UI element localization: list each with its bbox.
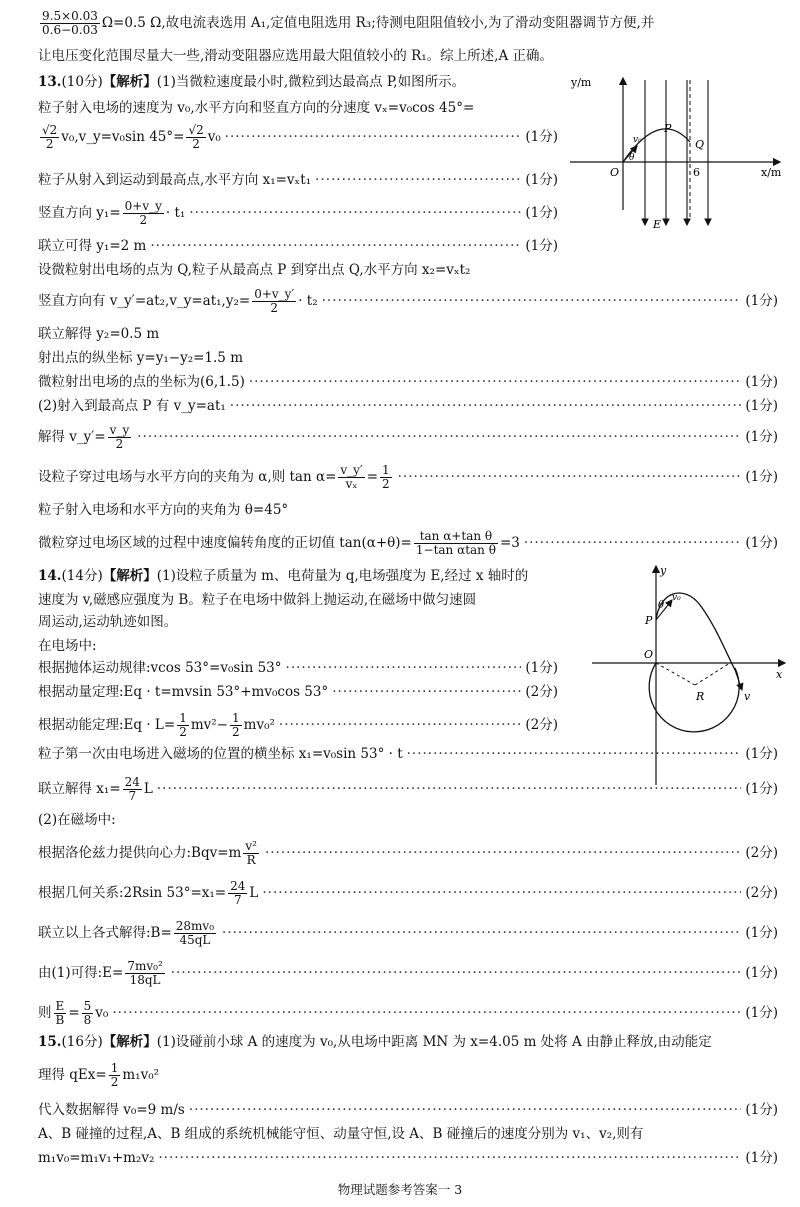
q13-line-9: 联立解得 y₂=0.5 m: [38, 326, 160, 342]
q14-line-2: 速度为 v,磁感应强度为 B。粒子在电场中做斜上抛运动,在磁场中做匀速圆: [38, 592, 477, 608]
q14-heading: 14.(14分)【解析】(1)设粒子质量为 m、电荷量为 q,电场强度为 E,经过 x 轴时的: [38, 568, 529, 584]
radius-dashed: [656, 663, 695, 685]
q14-line-6: 根据动量定理:Eq · t=mvsin 53°+mv₀cos 53° ····· (2分): [38, 682, 558, 702]
q14-line-3: 周运动,运动轨迹如图。: [38, 614, 178, 630]
q13-line-16: 微粒穿过电场区域的过程中速度偏转角度的正切值 tan(α+θ)= $\frac{\text{tan α+tan θ}}{\text{1−tan αtan θ}}$ =3 ····· (1分): [38, 530, 778, 557]
fig14-v: v: [744, 690, 751, 703]
fig14-theta: θ: [658, 600, 665, 611]
fig13-theta: θ: [629, 153, 635, 163]
fig14-p: P: [645, 614, 653, 627]
fig14-v0: v₀: [672, 593, 681, 603]
q14-line-13: 联立以上各式解得:B= $\frac{\text{28mv₀}}{45qL}$ ····· (1分): [38, 920, 778, 947]
q15-line-3: 代入数据解得 v₀=9 m/s ····· (1分): [38, 1100, 778, 1120]
q15-line-5: m₁v₀=m₁v₁+m₂v₂ ····· (1分): [38, 1148, 778, 1168]
fig13-origin: O: [610, 166, 620, 179]
fig13-p: P: [664, 122, 672, 135]
q13-line-2: 粒子射入电场的速度为 v₀,水平方向和竖直方向的分速度 vₓ=v₀cos 45°=: [38, 100, 475, 116]
fig14-y: y: [660, 564, 667, 577]
q14-line-5: 根据抛体运动规律:vcos 53°=v₀sin 53° ····· (1分): [38, 658, 558, 678]
q14-line-15: 则 $\frac{E}{B}$ = $\frac{5}{8}$ v₀ ····· (1分): [38, 1000, 778, 1027]
fig13-q: Q: [695, 138, 705, 151]
q14-figure: [590, 560, 790, 790]
q13-line-4: 粒子从射入到运动到最高点,水平方向 x₁=vₓt₁ ····· (1分): [38, 170, 558, 190]
fig13-xlabel: x/m: [761, 166, 782, 179]
q14-line-9: 联立解得 x₁= $\frac{24}{7}$ L ····· (1分): [38, 776, 778, 803]
q13-heading: 13.(10分)【解析】(1)当微粒速度最小时,微粒到达最高点 P,如图所示。: [38, 74, 466, 90]
q14-line-7: 根据动能定理:Eq · L= $\frac{1}{2}$ mv²− $\frac{1}{2}$ mv₀² ····· (2分): [38, 712, 558, 739]
fig13-e: E: [653, 218, 662, 231]
q13-line-10: 射出点的纵坐标 y=y₁−y₂=1.5 m: [38, 350, 243, 366]
q13-line-3: $\frac{√2}{2}$ v₀,v_y=v₀sin 45°= $\frac{√2}{2}$ v₀ ····· (1分): [38, 124, 558, 151]
q14-line-14: 由(1)可得:E= $\frac{\text{7mv₀²}}{18qL}$ ····· (1分): [38, 960, 778, 987]
fig13-v0: v₀: [633, 135, 642, 145]
top-line-1: $\frac{9.5\times 0.03}{0.6-0.03}$ Ω=0.5 Ω,故电流表选用 A₁,定值电阻选用 R₃;待测电阻阻值较小,为了滑动变阻器调节方便,并: [42, 9, 655, 37]
q15-line-4: A、B 碰撞的过程,A、B 组成的系统机械能守恒、动量守恒,设 A、B 碰撞后的速度分别为 v₁、v₂,则有: [38, 1126, 644, 1142]
page-footer: 物理试题参考答案一 3: [337, 1182, 463, 1197]
q13-line-12: (2)射入到最高点 P 有 v_y=at₁ ····· (1分): [38, 396, 778, 416]
q13-line-13: 解得 v_y′= $\frac{v\_y}{2}$ ····· (1分): [38, 424, 778, 451]
q13-line-11: 微粒射出电场的点的坐标为(6,1.5) ····· (1分): [38, 372, 778, 392]
q14-line-11: 根据洛伦兹力提供向心力:Bqv=m $\frac{\text{v²}}{R}$ ····· (2分): [38, 840, 778, 867]
q13-figure: [565, 70, 790, 235]
q13-line-8: 竖直方向有 v_y′=at₂,v_y=at₁,y₂= $\frac{0+v\_y'}{2}$ · t₂ ····· (1分): [38, 288, 778, 315]
q14-line-12: 根据几何关系:2Rsin 53°=x₁= $\frac{24}{7}$ L ····· (2分): [38, 880, 778, 907]
fig14-x: x: [776, 668, 783, 681]
radius-dashed: [695, 663, 730, 685]
fig14-origin: O: [644, 648, 654, 661]
q13-line-14: 设粒子穿过电场与水平方向的夹角为 α,则 tan α= $\frac{v\_y'}{\text{vₓ}}$ = $\frac{1}{2}$ ····· (1分): [38, 464, 778, 491]
q15-heading: 15.(16分)【解析】(1)设碰前小球 A 的速度为 v₀,从电场中距离 MN 为 x=4.05 m 处将 A 由静止释放,由动能定: [38, 1034, 712, 1050]
q14-line-8: 粒子第一次由电场进入磁场的位置的横坐标 x₁=v₀sin 53° · t ····· (1分): [38, 744, 778, 764]
fig14-r: R: [696, 690, 705, 703]
q13-line-15: 粒子射入电场和水平方向的夹角为 θ=45°: [38, 502, 289, 518]
top-line-2: 让电压变化范围尽量大一些,滑动变阻器应选用最大阻值较小的 R₁。综上所述,A 正确。: [38, 48, 553, 64]
fig13-ylabel: y/m: [571, 76, 592, 89]
q14-line-4: 在电场中:: [38, 638, 97, 654]
q14-line-10: (2)在磁场中:: [38, 812, 116, 828]
fig13-six: 6: [693, 166, 700, 179]
q15-line-2: 理得 qEx= $\frac{1}{2}$ m₁v₀²: [38, 1061, 160, 1089]
q13-line-6: 联立可得 y₁=2 m ····· (1分): [38, 236, 558, 256]
top-fraction: $\frac{9.5\times 0.03}{0.6-0.03}$: [42, 9, 98, 37]
circle-path: [649, 663, 739, 732]
q13-line-7: 设微粒射出电场的点为 Q,粒子从最高点 P 到穿出点 Q,水平方向 x₂=vₓt₂: [38, 262, 471, 278]
q13-line-5: 竖直方向 y₁= $\frac{0+v\_y}{2}$ · t₁ ····· (1分): [38, 200, 558, 227]
